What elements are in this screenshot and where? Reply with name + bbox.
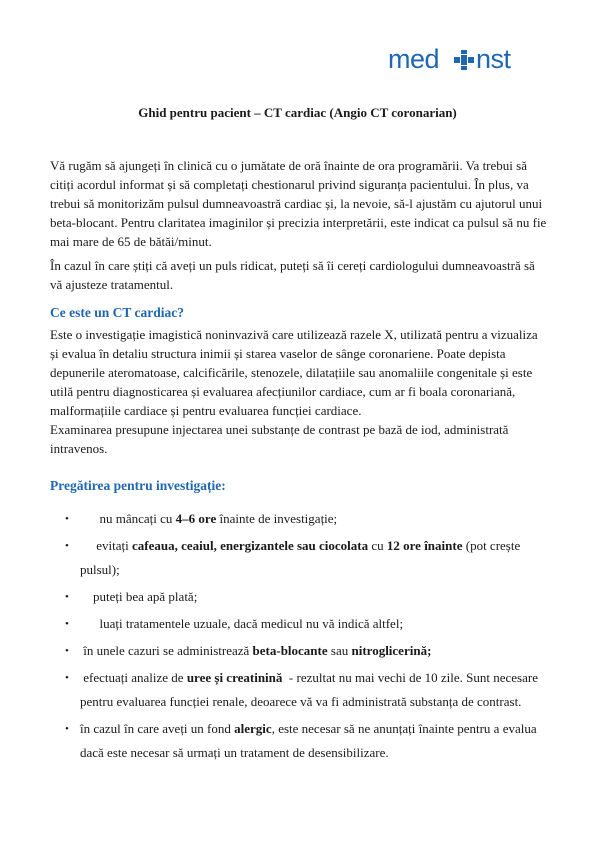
bullet-icon: • [65,618,69,630]
list-item: • puteți bea apă plată; [50,585,548,609]
bullet-icon: • [65,591,69,603]
logo-text-right: nst [476,44,511,74]
document-body [50,156,548,768]
document-title: Ghid pentru pacient – CT cardiac (Angio CT coronarian) [138,105,457,120]
list-item: • nu mâncați cu 4–6 ore înainte de investigație; [50,507,548,531]
list-item: • evitați cafeaua, ceaiul, energizantele sau ciocolata cu 12 ore înainte (pot crește pulsul); [50,534,548,582]
section-heading-what-is-ct: Ce este un CT cardiac? [50,305,184,320]
preparation-list [50,507,548,765]
section1-paragraph-1: Este o investigație imagistică noninvazivă care utilizează razele X, utilizată pentru a vizualiza și evalua în detaliu structura inimii și starea vaselor de sânge coronariene. Poate depista depunerile ateromatoase, calcificările, stenozele, dilatațiile sau anomaliile congenitale și este utilă pentru diagnosticarea și evaluarea afecțiunilor cardiace, cum ar fi boala coronariană, malformațiile cardiace și pentru evaluarea funcției cardiace. [50,327,538,418]
intro-paragraph-1: Vă rugăm să ajungeți în clinică cu o jumătate de oră înainte de ora programării. Va trebui să citiți acordul informat și să completați chestionarul privind siguranța pacientului. În plus, va trebui să monitorizăm pulsul dumneavoastră cardiac și, la nevoie, să-l ajustăm cu ajutorul unui beta-blocant. Pentru claritatea imaginilor și precizia interpretării, este indicat ca pulsul să nu fie mai mare de 65 de bătăi/minut. [50,158,547,249]
list-item: • efectuați analize de uree și creatinină - rezultat nu mai vechi de 10 zile. Sunt necesare pentru evaluarea funcției renale, deoarece vă va fi administrată substanța de contrast. [50,666,548,714]
intro-paragraph-2: În cazul în care știți că aveți un puls ridicat, puteți să îi cereți cardiologului dumneavoastră să vă ajusteze tratamentul. [50,258,535,292]
bullet-icon: • [65,672,69,684]
list-item: • luați tratamentele uzuale, dacă medicul nu vă indică altfel; [50,612,548,636]
bullet-icon: • [65,513,69,525]
list-item: • în unele cazuri se administrează beta-blocante sau nitroglicerină; [50,639,548,663]
bullet-icon: • [65,645,69,657]
list-item: • în cazul în care aveți un fond alergic, este necesar să ne anunțați înainte pentru a evalua dacă este necesar să urmați un tratament de desensibilizare. [50,717,548,765]
section1-paragraph-2: Examinarea presupune injectarea unei substanțe de contrast pe bază de iod, administrată intravenos. [50,422,509,456]
medical-cross-icon [454,50,474,70]
bullet-icon: • [65,723,69,735]
logo-text-left: med [388,44,440,74]
section-heading-preparation: Pregătirea pentru investigație: [50,478,226,493]
bullet-icon: • [65,540,69,552]
medinst-logo [388,44,530,74]
